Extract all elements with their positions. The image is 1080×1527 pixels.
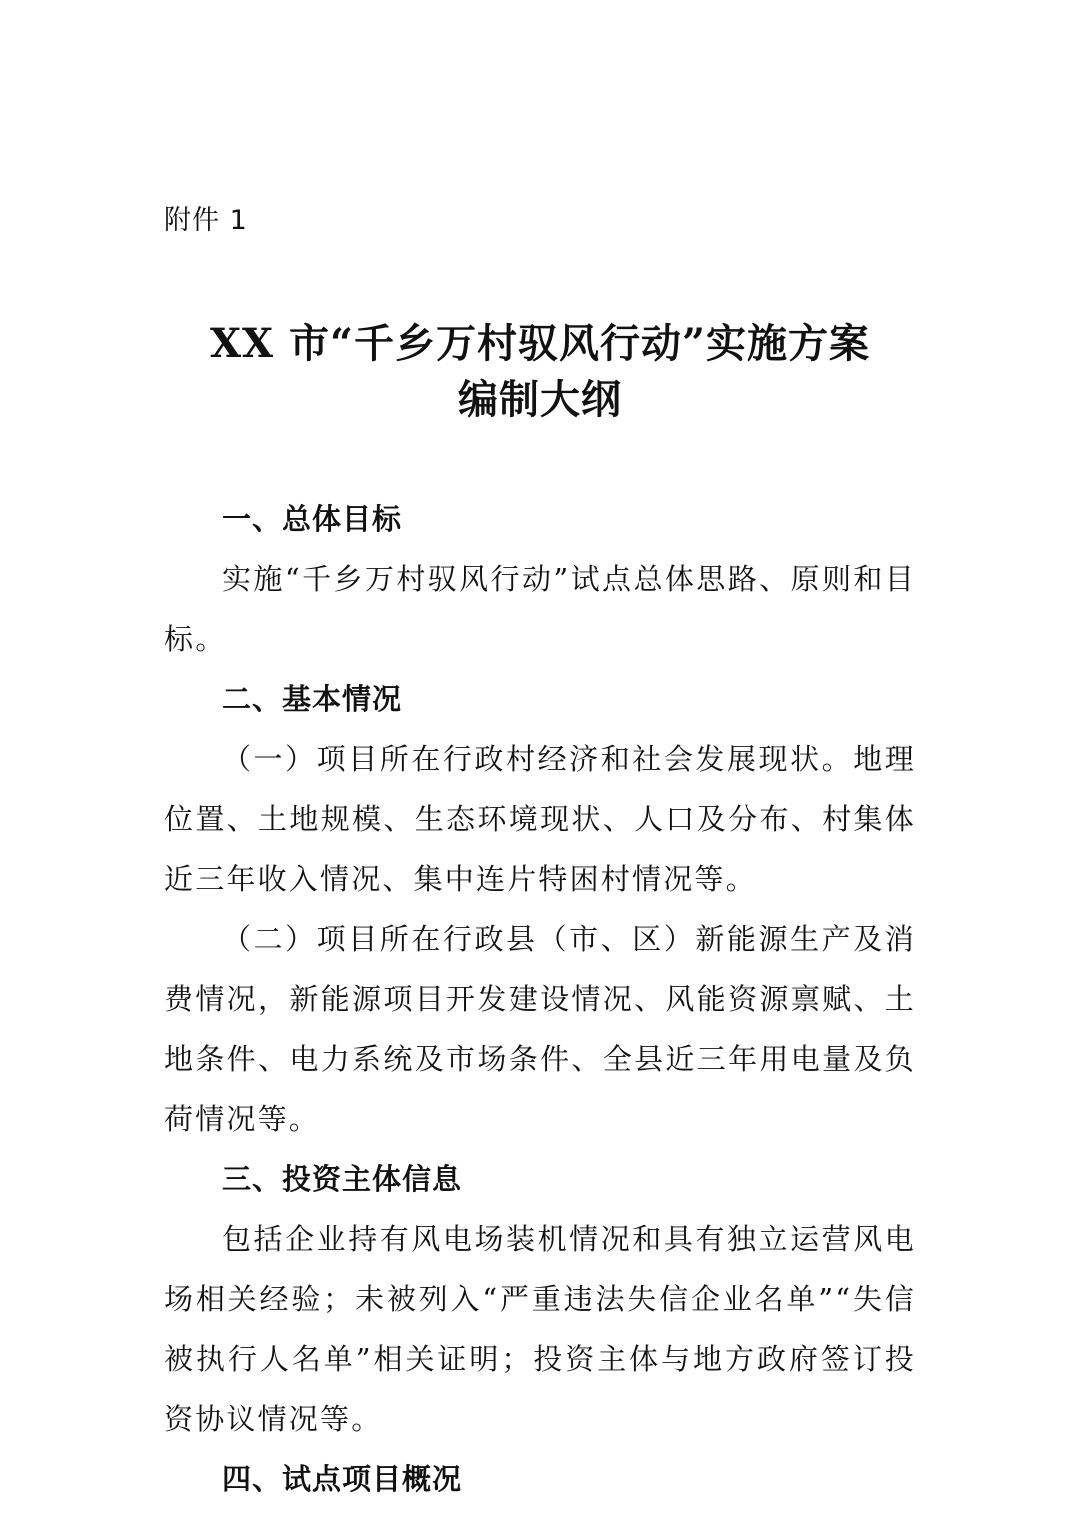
section-heading-goals: 一、总体目标 [222,502,403,536]
section-investor-paragraph: 包括企业持有风电场装机情况和具有独立运营风电场相关经验；未被列入“严重违法失信企业名单”“失信被执行人名单”相关证明；投资主体与地方政府签订投资协议情况等。 [164,1222,916,1436]
attachment-label: 附件 1 [164,205,248,236]
section-heading-investor: 三、投资主体信息 [222,1162,463,1196]
document-title-line-2: 编制大纲 [458,376,622,423]
section-basic-info-paragraph-1: （一）项目所在行政村经济和社会发展现状。地理位置、土地规模、生态环境现状、人口及分布、村集体近三年收入情况、集中连片特困村情况等。 [164,742,916,896]
section-basic-info-paragraph-2: （二）项目所在行政县（市、区）新能源生产及消费情况，新能源项目开发建设情况、风能资源禀赋、土地条件、电力系统及市场条件、全县近三年用电量及负荷情况等。 [164,922,916,1136]
section-heading-pilot-overview: 四、试点项目概况 [222,1462,463,1496]
document-title-line-1: XX 市“千乡万村驭风行动”实施方案 [209,320,870,367]
body-text [164,489,916,1509]
section-goals-paragraph: 实施“千乡万村驭风行动”试点总体思路、原则和目标。 [164,562,916,656]
section-heading-basic-info: 二、基本情况 [222,682,403,716]
